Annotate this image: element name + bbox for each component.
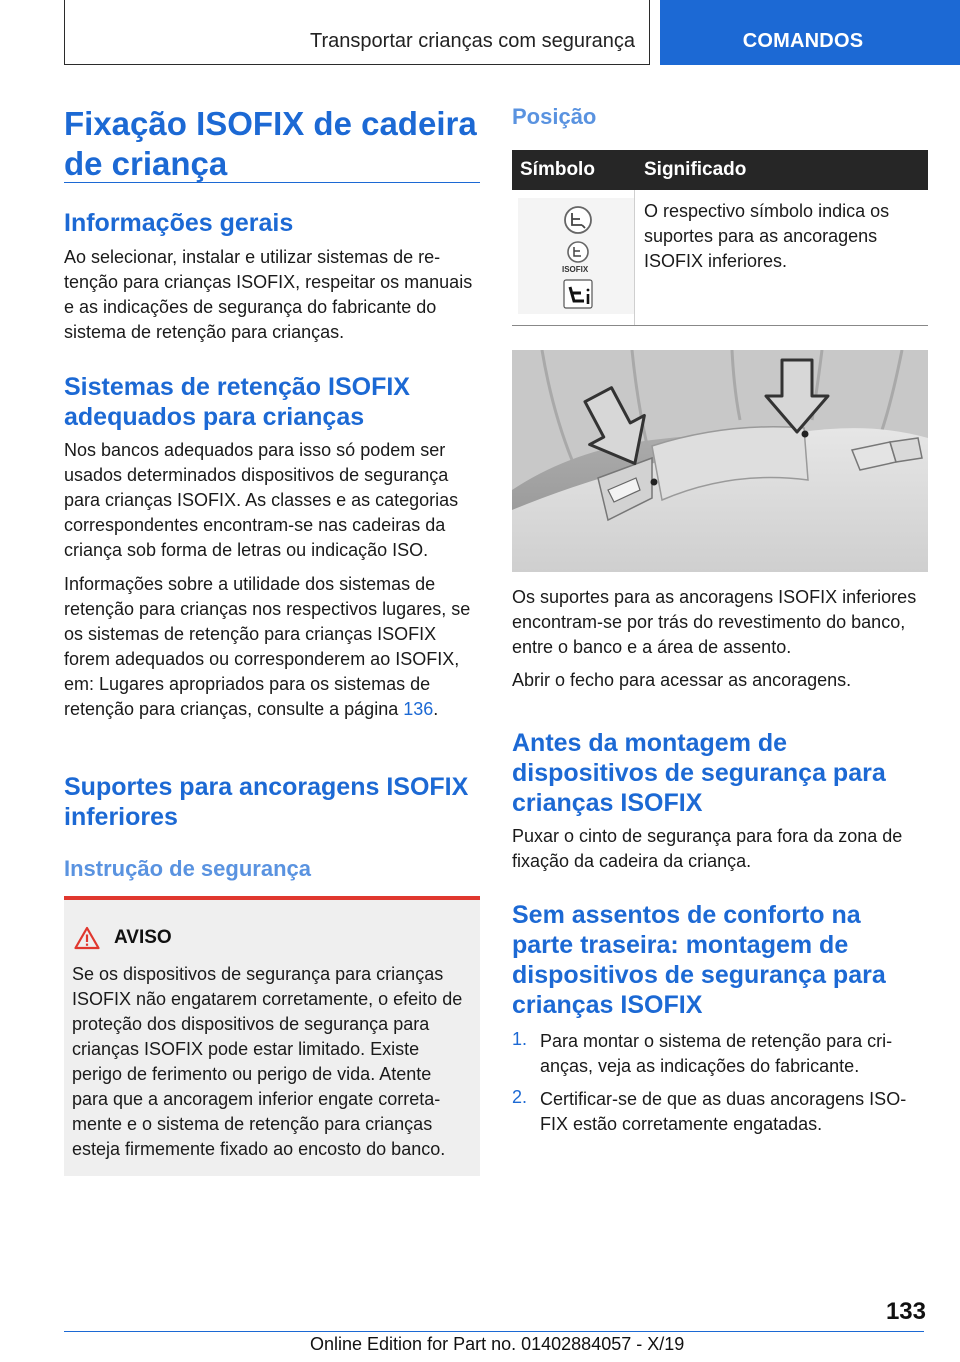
paragraph-general-info: Ao selecionar, instalar e utilizar sistemas de retenção para crianças ISOFIX, respeitar os manuais e as indicações de segurança do fabricante do sistema de retenção para crianças. <box>64 247 473 342</box>
header-section-box <box>64 0 650 65</box>
step-1-text: Para montar o sistema de retenção para crianças, veja as indicações do fabricante. <box>540 1031 893 1076</box>
paragraph-suitable-systems-2 <box>64 572 482 722</box>
warning-text: Se os dispositivos de segurança para crianças ISOFIX não engatarem corretamente, o efeito de proteção dos dispositivos de segurança para crianças ISOFIX pode estar limitado. Existe perigo de ferimento ou perigo de vida. Atente para que a ancoragem inferior engate corretamente e o sistema de retenção para crianças esteja firmemente fixado ao encosto do banco. <box>72 964 463 1159</box>
heading-lower-anchors: Suportes para ancoragens ISOFIX inferiores <box>64 773 469 831</box>
step-2-text: Certificar-se de que as duas ancoragens ISOFIX estão corretamente engatadas. <box>540 1089 907 1134</box>
warning-box <box>64 896 480 1176</box>
page-reference-link[interactable]: 136 <box>403 699 434 719</box>
heading-general-info: Informações gerais <box>64 209 294 237</box>
section-title: Transportar crianças com segurança <box>310 30 635 52</box>
warning-title: AVISO <box>114 927 172 948</box>
table-bottom-rule <box>512 325 928 326</box>
isofix-symbol-label: ISOFIX <box>562 265 589 274</box>
seat-anchor-photo <box>512 350 928 572</box>
isofix-symbols-icon <box>518 198 634 314</box>
period: . <box>433 699 439 719</box>
paragraph-before-mounting: Puxar o cinto de segurança para fora da zona de fixação da cadeira da criança. <box>512 826 903 871</box>
footer-divider <box>64 1331 924 1332</box>
table-meaning-text: O respectivo símbolo indica os suportes para as ancoragens ISOFIX inferiores. <box>644 201 890 271</box>
page-number: 133 <box>885 1298 926 1325</box>
heading-safety-instruction: Instrução de segurança <box>64 856 311 881</box>
step-1-number: 1. <box>512 1029 528 1049</box>
table-header <box>512 150 928 190</box>
chapter-tab-label: COMANDOS <box>742 30 864 52</box>
warning-header <box>74 926 172 950</box>
heading-position: Posição <box>512 104 597 129</box>
chapter-tab[interactable] <box>660 0 960 65</box>
page-title: Fixação ISOFIX de cadeira de criança <box>64 105 477 182</box>
heading-before-mounting: Antes da montagem de dispositivos de segurança para crianças ISOFIX <box>512 729 886 817</box>
paragraph-suitable-text: Informações sobre a utilidade dos sistemas de retenção para crianças nos respectivos lugares, se os sistemas de retenção para crianças ISOFIX forem adequados ou corresponderem ao ISOFIX, em: Lugares apropriados para os sistemas de retenção para crianças, consulte a página <box>64 574 471 719</box>
paragraph-suitable-systems-1: Nos bancos adequados para isso só podem ser usados determinados dispositivos de segurança para crianças ISOFIX. As classes e as categorias correspondentes encontram-se nas cadeiras da criança sob forma de letras ou indicação ISO. <box>64 440 459 560</box>
table-header-meaning: Significado <box>644 159 747 180</box>
heading-suitable-systems: Sistemas de retenção ISOFIX adequados para crianças <box>64 373 410 431</box>
paragraph-anchor-location: Os suportes para as ancoragens ISOFIX inferiores encontram-se por trás do revestimento do banco, entre o banco e a área de assento. <box>512 587 917 657</box>
symbol-cell <box>518 198 634 314</box>
warning-triangle-icon <box>74 926 100 950</box>
table-header-symbol: Símbolo <box>520 159 595 180</box>
table-column-divider <box>634 190 635 325</box>
heading-without-comfort-seats: Sem assentos de conforto na parte traseira: montagem de dispositivos de segurança para crianças ISOFIX <box>512 901 886 1019</box>
title-divider <box>64 182 480 183</box>
step-2-number: 2. <box>512 1087 528 1107</box>
footer-edition: Online Edition for Part no. 01402884057 - X/19 <box>310 1334 685 1354</box>
paragraph-open-cover: Abrir o fecho para acessar as ancoragens. <box>512 670 852 690</box>
